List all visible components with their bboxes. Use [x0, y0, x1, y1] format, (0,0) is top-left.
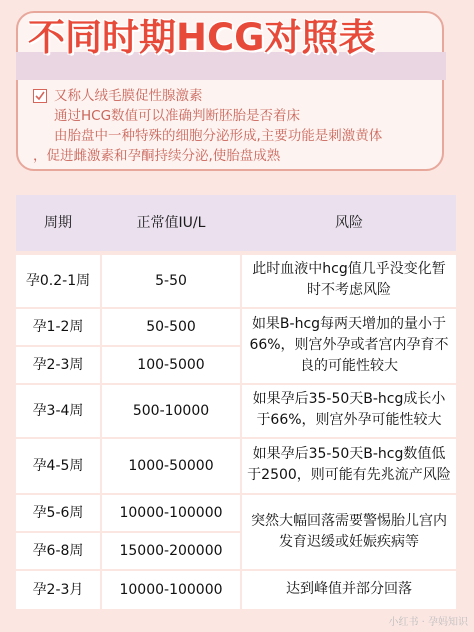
risk-line: 如果孕后35-50天B-hcg成长小 — [252, 391, 446, 407]
risk-text — [242, 444, 456, 486]
header-normal-value: 正常值IU/L — [136, 215, 206, 231]
watermark: 小红书 · 孕妈知识 — [388, 617, 468, 628]
risk-text — [242, 314, 456, 377]
risk-line: 66%，则宫外孕或者宫内孕育不 — [249, 337, 449, 353]
risk-line: 于2500，则可能有先兆流产风险 — [247, 467, 451, 483]
risk-line: 发育迟缓或妊娠疾病等 — [279, 534, 419, 550]
period-cell: 孕6-8周 — [32, 543, 84, 559]
risk-line: 如果B-hcg每两天增加的量小于 — [251, 316, 447, 332]
description-line-1: 又称人绒毛膜促性腺激素 — [54, 88, 203, 104]
risk-line: 良的可能性较大 — [300, 358, 398, 374]
risk-line: 于66%，则宫外孕可能性较大 — [256, 412, 442, 428]
risk-line: 此时血液中hcg值几乎没变化暂 — [252, 261, 446, 277]
period-cell: 孕2-3月 — [32, 582, 84, 598]
risk-line: 突然大幅回落需要警惕胎儿宫内 — [251, 513, 447, 529]
period-cell: 孕2-3周 — [32, 357, 84, 373]
page-title: 不同时期HCG对照表 — [28, 16, 376, 59]
risk-line: 时不考虑风险 — [307, 282, 391, 298]
description-line-3: 由胎盘中一种特殊的细胞分泌形成,主要功能是刺激黄体 — [54, 128, 383, 144]
normal-value-cell: 500-10000 — [132, 403, 210, 419]
header-period: 周期 — [44, 215, 72, 231]
risk-text — [242, 259, 456, 301]
risk-line: 如果孕后35-50天B-hcg数值低 — [252, 446, 446, 462]
period-cell: 孕5-6周 — [32, 505, 84, 521]
risk-text — [242, 579, 456, 600]
header-risk: 风险 — [335, 215, 363, 231]
description-line-2: 通过HCG数值可以准确判断胚胎是否着床 — [54, 108, 301, 124]
checkbox-icon — [33, 89, 47, 103]
period-cell: 孕1-2周 — [32, 319, 84, 335]
normal-value-cell: 100-5000 — [137, 357, 205, 373]
risk-text — [242, 389, 456, 431]
description-line-4: ，促进雌激素和孕酮持续分泌,使胎盘成熟 — [33, 148, 281, 164]
normal-value-cell: 15000-200000 — [119, 543, 223, 559]
risk-line: 达到峰值并部分回落 — [286, 581, 412, 597]
normal-value-cell: 10000-100000 — [119, 582, 223, 598]
normal-value-cell: 1000-50000 — [128, 458, 214, 474]
period-cell: 孕0.2-1周 — [25, 273, 91, 289]
period-cell: 孕4-5周 — [32, 458, 84, 474]
normal-value-cell: 5-50 — [155, 273, 187, 289]
normal-value-cell: 10000-100000 — [119, 505, 223, 521]
hcg-table — [16, 195, 456, 625]
normal-value-cell: 50-500 — [146, 319, 196, 335]
period-cell: 孕3-4周 — [32, 403, 84, 419]
risk-text — [242, 511, 456, 553]
